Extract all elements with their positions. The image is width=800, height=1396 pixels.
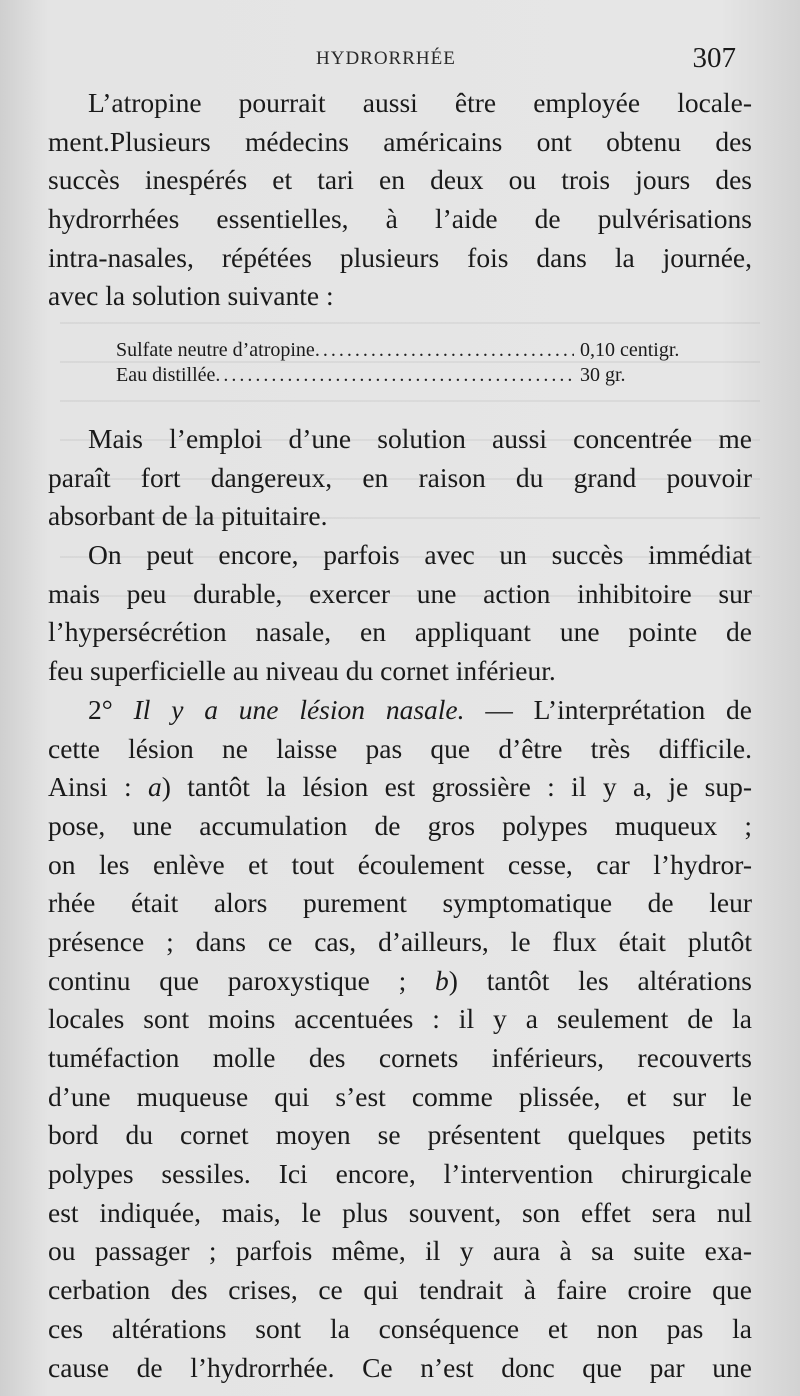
- formula-quantity: 0,10 centigr.: [580, 339, 680, 361]
- paragraph-atropine: [48, 84, 752, 316]
- text-line: on les enlève et tout écoulement cesse, car l’hydror-: [48, 848, 752, 880]
- text-line: [48, 962, 752, 1001]
- text-line: cette lésion ne laisse pas que d’être très difficile.: [48, 732, 752, 764]
- text-line: On peut encore, parfois avec un succès immédiat: [88, 539, 752, 571]
- text-fragment: ) tantôt la lésion est grossière : il y a, je sup-: [161, 771, 752, 803]
- section-heading-italic: Il y a une lésion nasale.: [133, 693, 465, 725]
- text-fragment: ) tantôt les altérations: [448, 964, 753, 996]
- enumeration-letter: b: [435, 964, 449, 996]
- text-line: locales sont moins accentuées : il y a seulement de la: [48, 1003, 752, 1035]
- text-line: feu superficielle au niveau du cornet inférieur.: [48, 655, 556, 687]
- text-line: ces altérations sont la conséquence et non pas la: [48, 1312, 752, 1344]
- text-line: mais peu durable, exercer une action inhibitoire sur: [48, 577, 752, 609]
- enumeration-letter: a: [148, 771, 162, 803]
- text-line: présence ; dans ce cas, d’ailleurs, le flux était plutôt: [48, 925, 752, 957]
- text-line: succès inespérés et tari en deux ou trois jours des: [48, 164, 752, 196]
- formula-ingredient: Sulfate neutre d’atropine: [116, 339, 315, 361]
- text-line: tuméfaction molle des cornets inférieurs, recouverts: [48, 1042, 752, 1073]
- formula-ingredient: Eau distillée: [116, 364, 216, 386]
- text-line: bord du cornet moyen se présentent quelques petits: [48, 1119, 752, 1151]
- text-line: l’hypersécrétion nasale, en appliquant une pointe de: [48, 616, 752, 648]
- text-line: polypes sessiles. Ici encore, l’intervention chirurgicale: [48, 1158, 752, 1190]
- text-line: rhée était alors purement symptomatique de leur: [48, 887, 752, 919]
- text-line: cause de l’hydrorrhée. Ce n’est donc que par une: [48, 1351, 752, 1383]
- text-line: intra-nasales, répétées plusieurs fois dans la journée,: [48, 241, 752, 273]
- main-text-continued: [48, 420, 752, 1387]
- text-line: absorbant de la pituitaire.: [48, 500, 328, 532]
- text-line: pose, une accumulation de gros polypes muqueux ;: [48, 809, 752, 841]
- dot-leader: [315, 338, 574, 363]
- text-line: Mais l’emploi d’une solution aussi concentrée me: [88, 423, 752, 454]
- formula-quantity: 30 gr.: [580, 364, 626, 386]
- page-header: [0, 38, 800, 78]
- text-line: ou passager ; parfois même, il y aura à sa suite exa-: [48, 1235, 752, 1267]
- text-line: d’une muqueuse qui s’est comme plissée, et sur le: [48, 1080, 752, 1112]
- section-number: 2°: [88, 693, 134, 725]
- text-line: paraît fort dangereux, en raison du grand pouvoir: [48, 461, 752, 493]
- text-line: est indiquée, mais, le plus souvent, son effet sera nul: [48, 1196, 752, 1228]
- formula-row: [116, 363, 738, 388]
- text-fragment: — L’interprétation de: [464, 693, 753, 725]
- text-line: ment.Plusieurs médecins américains ont obtenu des: [48, 125, 752, 157]
- text-line: [48, 768, 752, 807]
- text-line: avec la solution suivante :: [48, 280, 334, 312]
- formula-row: [116, 338, 738, 363]
- text-line: hydrorrhées essentielles, à l’aide de pulvérisations: [48, 203, 752, 235]
- page-number: 307: [692, 42, 736, 74]
- dot-leader: [215, 363, 574, 388]
- text-line: cerbation des crises, ce qui tendrait à faire croire que: [48, 1274, 752, 1306]
- text-line: [48, 691, 752, 730]
- text-fragment: Ainsi :: [48, 771, 148, 803]
- prescription-formula: [116, 338, 738, 388]
- running-title: HYDRORRHÉE: [316, 48, 456, 69]
- text-line: L’atropine pourrait aussi être employée locale-: [88, 87, 752, 118]
- text-fragment: continu que paroxystique ;: [48, 964, 436, 996]
